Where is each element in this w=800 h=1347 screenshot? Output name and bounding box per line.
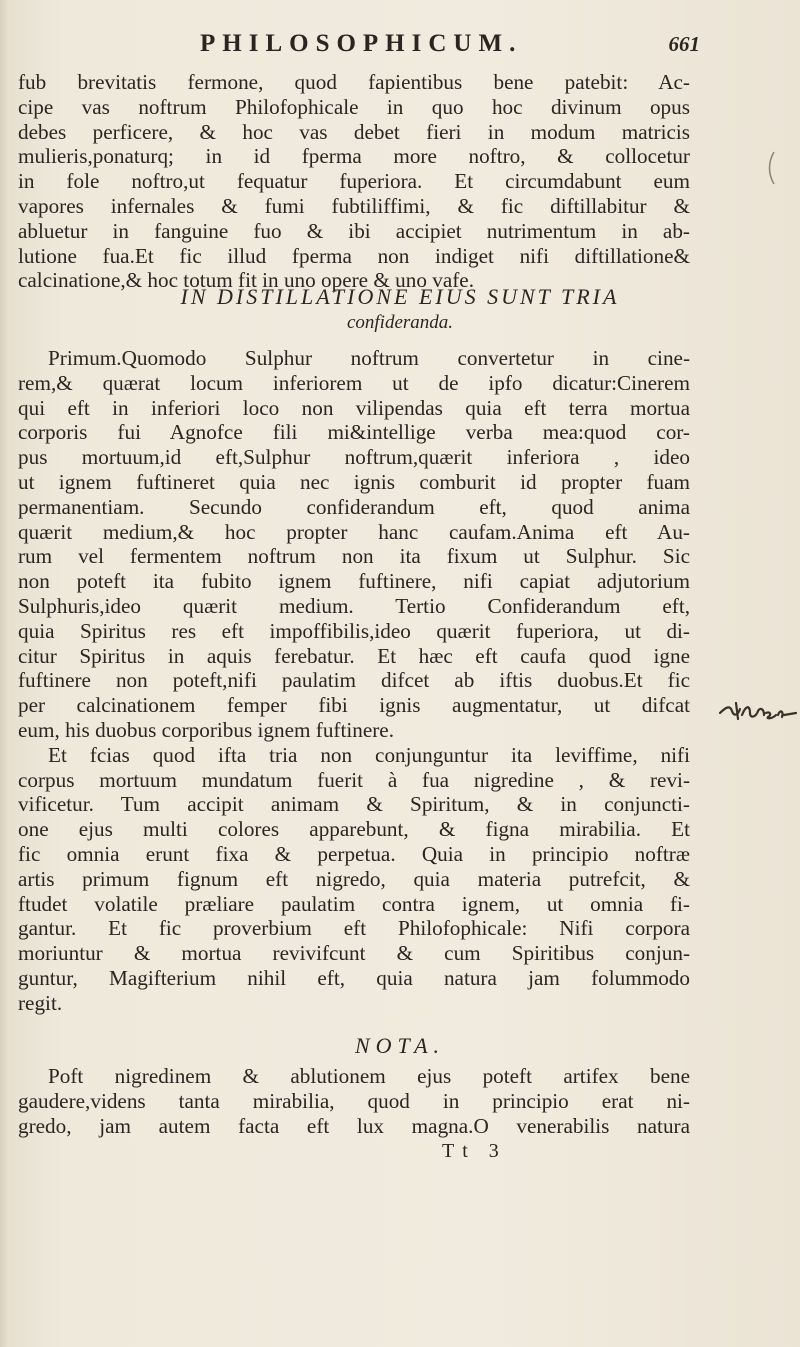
- text-line: per calcinationem femper fibi ignis augmentatur, ut difcat: [18, 693, 690, 718]
- text-line: moriuntur & mortua revivifcunt & cum Spiritibus conjun-: [18, 941, 690, 966]
- text-line: fub brevitatis fermone, quod fapientibus bene patebit: Ac-: [18, 70, 690, 94]
- text-line: guntur, Magifterium nihil eft, quia natura jam folummodo: [18, 965, 690, 990]
- text-line: mulieris,ponaturq; in id fperma more noftro, & collocetur: [18, 144, 690, 169]
- text-line: in fole noftro,ut fequatur fuperiora. Et circumdabunt eum: [18, 169, 690, 194]
- text-line: gredo, jam autem facta eft lux magna.O venerabilis natura: [18, 1113, 690, 1138]
- text-line: Poft nigredinem & ablutionem ejus poteft artifex bene: [48, 1064, 690, 1088]
- paragraph-4: [18, 1064, 690, 1138]
- text-line: corporis fui Agnofce fili mi&intellige verba mea:quod cor-: [18, 420, 690, 445]
- text-line: cipe vas noftrum Philofophicale in quo hoc divinum opus: [18, 94, 690, 119]
- text-line: calcinatione,& hoc totum fit in uno opere & uno vafe.: [18, 268, 474, 293]
- section-heading-subtitle: confideranda.: [346, 312, 454, 333]
- text-line: rum vel fermentem noftrum non ita fixum ut Sulphur. Sic: [18, 544, 690, 569]
- text-line: vificetur. Tum accipit animam & Spiritum, & in conjuncti-: [18, 792, 690, 817]
- text-line: one ejus multi colores apparebunt, & figna mirabilia. Et: [18, 817, 690, 842]
- text-line: quærit medium,& hoc propter hanc caufam.Anima eft Au-: [18, 519, 690, 544]
- text-line: gaudere,videns tanta mirabilia, quod in principio erat ni-: [18, 1088, 690, 1113]
- text-line: fuftinere non poteft,nifi paulatim difcet ab iftis duobus.Et fic: [18, 668, 690, 693]
- text-line: citur Spiritus in aquis ferebatur. Et hæc eft caufa quod igne: [18, 643, 690, 668]
- text-line: rem,& quærat locum inferiorem ut de ipfo dicatur:Cinerem: [18, 370, 690, 395]
- text-line: corpus mortuum mundatum fuerit à fua nigredine , & revi-: [18, 767, 690, 792]
- text-line: gantur. Et fic proverbium eft Philofophicale: Nifi corpora: [18, 916, 690, 941]
- text-line: Et fcias quod ifta tria non conjunguntur ita leviffime, nifi: [48, 742, 690, 767]
- text-line: non poteft ita fubito ignem fuftinere, nifi capiat adjutorium: [18, 569, 690, 594]
- text-line: quia Spiritus res eft impoffibilis,ideo quærit fuperiora, ut di-: [18, 618, 690, 643]
- section-heading-title: IN DISTILLATIONE EIUS SUNT TRIA: [180, 284, 620, 309]
- text-line: vapores infernales & fumi fubtiliffimi, & fic diftillabitur &: [18, 193, 690, 218]
- text-line: abluetur in fanguine fuo & ibi accipiet nutrimentum in ab-: [18, 218, 690, 243]
- text-line: regit.: [18, 990, 63, 1015]
- text-line: ut ignem fuftineret quia nec ignis comburit id propter fuam: [18, 469, 690, 494]
- catchword: Tt 3: [442, 1140, 507, 1162]
- paragraph-1: [18, 70, 690, 293]
- handwritten-margin-note: [716, 693, 800, 729]
- margin-mark: [760, 148, 784, 188]
- text-line: permanentiam. Secundo confiderandum eft, quod anima: [18, 494, 690, 519]
- text-line: qui eft in inferiori loco non vilipendas quia eft terra mortua: [18, 395, 690, 420]
- nota-heading: NOTA.: [354, 1033, 446, 1058]
- paragraph-2: [18, 346, 690, 1016]
- text-line: ftudet volatile præliare paulatim contra ignem, ut omnia fi-: [18, 891, 690, 916]
- page-gutter: [0, 0, 10, 1347]
- text-line: debes perficere, & hoc vas debet fieri in modum matricis: [18, 119, 690, 144]
- text-line: Primum.Quomodo Sulphur noftrum convertetur in cine-: [48, 346, 690, 370]
- page-number: 661: [668, 32, 700, 56]
- text-line: artis primum fignum eft nigredo, quia materia putrefcit, &: [18, 866, 690, 891]
- section-heading: [0, 284, 800, 334]
- text-line: fic omnia erunt fixa & perpetua. Quia in principio noftræ: [18, 841, 690, 866]
- text-line: Sulphuris,ideo quærit medium. Tertio Confiderandum eft,: [18, 593, 690, 618]
- text-line: pus mortuum,id eft,Sulphur noftrum,quærit inferiora , ideo: [18, 445, 690, 470]
- page-header: [200, 30, 700, 60]
- running-title: PHILOSOPHICUM.: [200, 30, 523, 57]
- text-line: lutione fua.Et fic illud fperma non indiget nifi diftillatione&: [18, 243, 690, 268]
- text-line: eum, his duobus corporibus ignem fuftinere.: [18, 717, 395, 742]
